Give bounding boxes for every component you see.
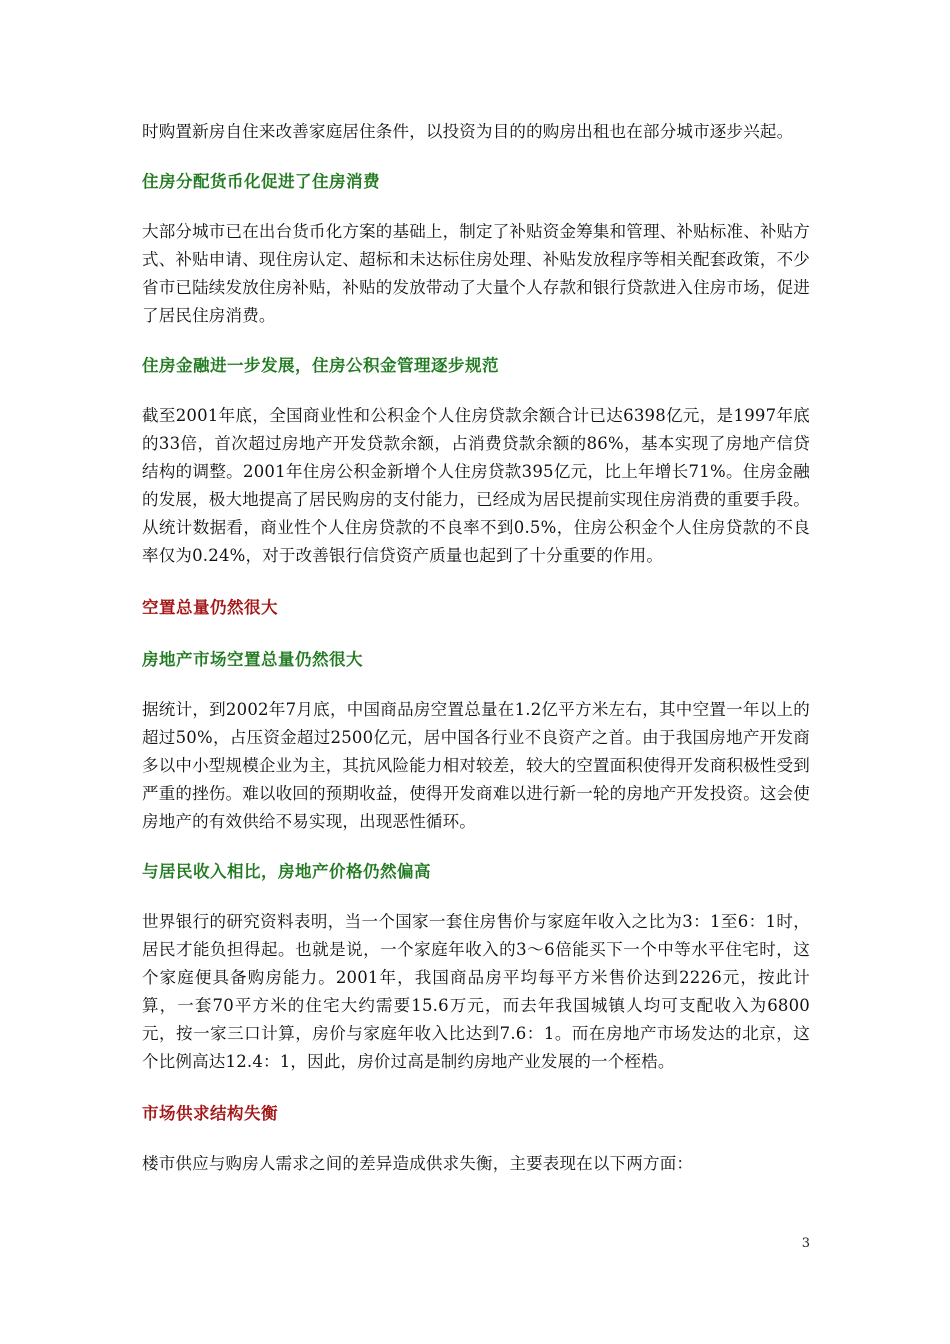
paragraph-supply-demand-intro: 楼市供应与购房人需求之间的差异造成供求失衡，主要表现在以下两方面： xyxy=(142,1154,694,1173)
heading-housing-finance: 住房金融进一步发展，住房公积金管理逐步规范 xyxy=(142,356,499,375)
paragraph-intro-continuation: 时购置新房自住来改善家庭居住条件，以投资为目的的购房出租也在部分城市逐步兴起。 xyxy=(142,122,794,141)
page-number: 3 xyxy=(801,1236,810,1251)
paragraph-housing-subsidy: 大部分城市已在出台货币化方案的基础上，制定了补贴资金筹集和管理、补贴标准、补贴方式、补贴申请、现住房认定、超标和未达标住房处理、补贴发放程序等相关配套政策，不少省市已陆续发放住房补贴，补贴的发放带动了大量个人存款和银行贷款进入住房市场，促进了居民住房消费。 xyxy=(142,222,810,325)
paragraph-housing-loans: 截至2001年底，全国商业性和公积金个人住房贷款余额合计已达6398亿元，是1997年底的33倍，首次超过房地产开发贷款余额，占消费贷款余额的86%，基本实现了房地产信贷结构的调整。2001年住房公积金新增个人住房贷款395亿元，比上年增长71%。住房金融的发展，极大地提高了居民购房的支付能力，已经成为居民提前实现住房消费的重要手段。从统计数据看，商业性个人住房贷款的不良率不到0.5%，住房公积金个人住房贷款的不良率仅为0.24%，对于改善银行信贷资产质量也起到了十分重要的作用。 xyxy=(142,406,810,565)
heading-price-vs-income: 与居民收入相比，房地产价格仍然偏高 xyxy=(142,862,431,881)
paragraph-vacancy-statistics: 据统计，到2002年7月底，中国商品房空置总量在1.2亿平方米左右，其中空置一年以上的超过50%，占压资金超过2500亿元，居中国各行业不良资产之首。由于我国房地产开发商多以中小型规模企业为主，其抗风险能力相对较差，较大的空置面积使得开发商积极性受到严重的挫伤。难以收回的预期收益，使得开发商难以进行新一轮的房地产开发投资。这会使房地产的有效供给不易实现，出现恶性循环。 xyxy=(142,700,810,831)
document-body xyxy=(142,118,810,1178)
heading-vacancy-market: 房地产市场空置总量仍然很大 xyxy=(142,650,363,669)
heading-supply-demand-imbalance: 市场供求结构失衡 xyxy=(142,1104,278,1123)
heading-vacancy-section: 空置总量仍然很大 xyxy=(142,598,278,617)
heading-housing-monetization: 住房分配货币化促进了住房消费 xyxy=(142,172,380,191)
paragraph-price-income-ratio: 世界银行的研究资料表明，当一个国家一套住房售价与家庭年收入之比为3：1至6：1时，居民才能负担得起。也就是说，一个家庭年收入的3～6倍能买下一个中等水平住宅时，这个家庭便具备购房能力。2001年，我国商品房平均每平方米售价达到2226元，按此计算，一套70平方米的住宅大约需要15.6万元，而去年我国城镇人均可支配收入为6800元，按一家三口计算，房价与家庭年收入比达到7.6：1。而在房地产市场发达的北京，这个比例高达12.4：1，因此，房价过高是制约房地产业发展的一个桎梏。 xyxy=(142,912,810,1071)
